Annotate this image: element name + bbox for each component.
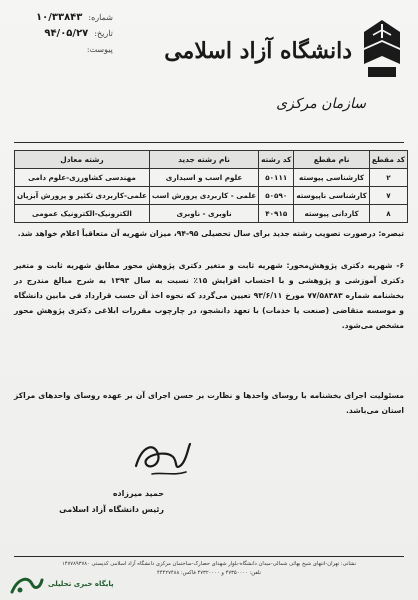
table-cell: علمی-کاربردی تکثیر و پرورش آبزیان: [15, 187, 150, 205]
column-header: نام رشته جدید: [149, 151, 258, 169]
table-cell: کاردانی پیوسته: [294, 205, 369, 223]
table-cell: ۷: [369, 187, 407, 205]
responsibility-paragraph: مسئولیت اجرای بخشنامه با روسای واحدها و نظارت بر حسن اجرای آن بر عهده روسای واحدهای مراکز استان می‌باشد.: [14, 391, 404, 415]
column-header: رشته معادل: [15, 151, 150, 169]
table-cell: ناوبری - ناوبری: [149, 205, 258, 223]
table-cell: الکترونیک-الکترونیک عمومی: [15, 205, 150, 223]
signer-title: رئیس دانشگاه آزاد اسلامی: [59, 505, 164, 514]
table-cell: مهندسی کشاورزی-علوم دامی: [15, 169, 150, 187]
table-row: [15, 205, 408, 223]
letter-number: ۱۰/۳۳۸۴۳: [36, 12, 83, 23]
table-cell: علوم اسب و اسبداری: [149, 169, 258, 187]
table-header-row: [15, 151, 408, 169]
university-logo-icon: [360, 18, 404, 80]
table-cell: کارشناسی ناپیوسته: [294, 187, 369, 205]
table-cell: ۲: [369, 169, 407, 187]
note-paragraph: تبصره: درصورت تصویب رشته جدید برای سال تحصیلی ۹۵-۹۴، میزان شهریه آن متعاقباً اعلام خواهد شد.: [17, 229, 404, 238]
signer-block: [59, 486, 164, 518]
majors-table: [14, 150, 408, 223]
clause-6-paragraph: ۶- شهریه دکتری پژوهش‌محور: شهریه ثابت و متغیر دکتری پژوهش محور مطابق شهریه ثابت و متغیر دکتری آموزشی و پژوهشی و با احتساب افزایش ۱۵٪ نسبت به سال ۱۳۹۳ به شرح مبالغ مندرج در بخشنامه شماره ۷۷/۵۸۳۸۳ مورخ ۹۳/۶/۱۱ تعیین می‌گردد که نحوه اخذ آن حسب قرارداد فی مابین دانشگاه و موسسه متقاضی (صنعت یا خدمات) با تعهد دانشجو، در چارچوب مقررات ابلاغی دکتری پژوهش محور مشخص می‌شود.: [14, 261, 405, 330]
signer-name: حمید میرزاده: [112, 489, 164, 498]
divider: [14, 142, 404, 143]
letter-date: ۹۴/۰۵/۲۷: [44, 28, 89, 39]
footer-address: نشانی: تهران-انتهای شیخ بهائی شمالی-میدان دانشگاه-بلوار شهدای حصارک-ساختمان مرکزی دانشگاه آزاد اسلامی کدپستی ۱۴۷۷۸۹۳۷۸۰: [61, 561, 357, 567]
table-row: [15, 169, 408, 187]
table-row: [15, 187, 408, 205]
table-cell: ۵۰۱۱۱: [259, 169, 294, 187]
organization-name: سازمان مرکزی: [276, 96, 366, 112]
footer-divider: [14, 556, 404, 557]
date-label: تاریخ:: [94, 29, 113, 38]
column-header: نام مقطع: [294, 151, 369, 169]
table-cell: کارشناسی پیوسته: [294, 169, 369, 187]
watermark: [10, 574, 120, 598]
footer-phones: تلفن: ۴۷۳۵۰۰۰۰ و ۴۷۳۲۰۰۰۰ فاکس: ۴۴۴۲۷۴۸۸: [156, 570, 262, 576]
column-header: کد رشته: [259, 151, 294, 169]
signature-icon: [128, 436, 198, 482]
column-header: کد مقطع: [369, 151, 407, 169]
university-title: دانشگاه آزاد اسلامی: [164, 38, 352, 64]
number-label: شماره:: [88, 13, 113, 22]
attachment-label: پیوست:: [86, 45, 113, 54]
table-cell: ۵۰۵۹۰: [259, 187, 294, 205]
watermark-brand: پایگاه خبری تحلیلی: [48, 580, 114, 588]
table-cell: ۸: [369, 205, 407, 223]
table-cell: ۴۰۹۱۵: [259, 205, 294, 223]
reference-block: [36, 10, 113, 58]
table-cell: علمی - کاربردی پرورش اسب: [149, 187, 258, 205]
watermark-logo-icon: [10, 574, 44, 596]
